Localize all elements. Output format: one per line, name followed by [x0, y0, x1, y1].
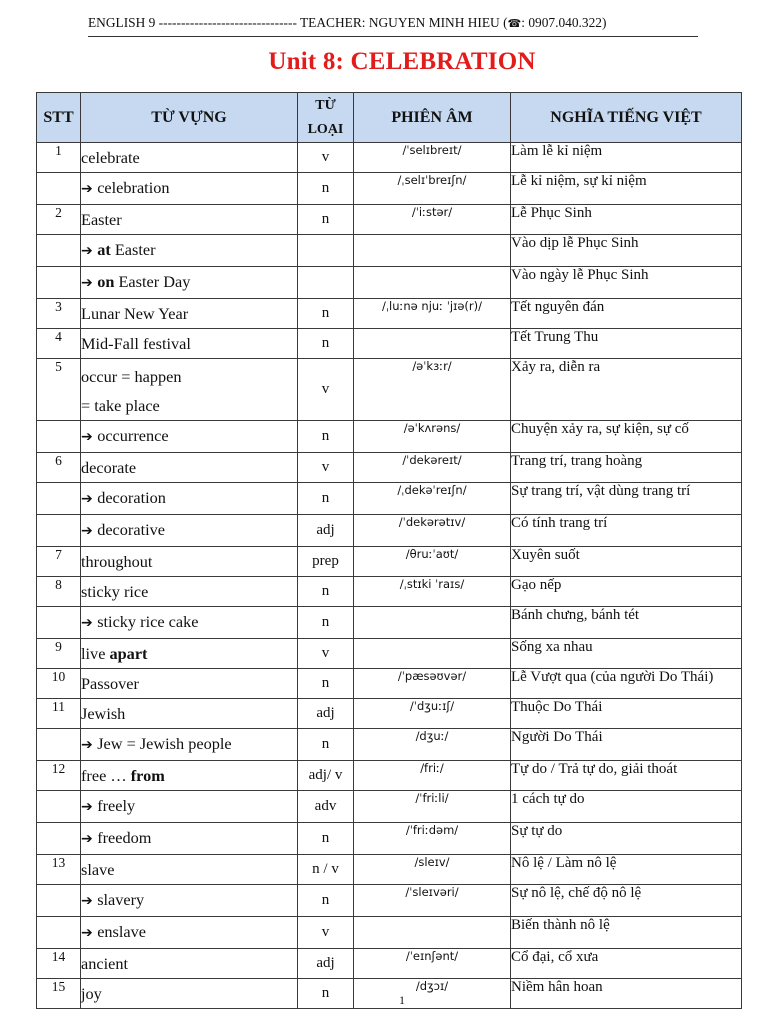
word-cell — [81, 515, 298, 547]
stt-cell — [37, 823, 81, 855]
table-row — [37, 885, 742, 917]
word-bold-text: on — [97, 272, 115, 291]
right-arrow-icon: ➔ — [81, 275, 98, 291]
stt-cell — [37, 515, 81, 547]
right-arrow-icon: ➔ — [81, 523, 98, 539]
right-arrow-icon: ➔ — [81, 925, 98, 941]
word-line-2: = take place — [81, 396, 160, 415]
word-cell — [81, 855, 298, 885]
part-of-speech-cell: adj — [298, 699, 354, 729]
meaning-cell: Thuộc Do Thái — [511, 699, 742, 729]
word-text: throughout — [81, 552, 153, 571]
meaning-cell: Xuyên suốt — [511, 547, 742, 577]
word-cell — [81, 885, 298, 917]
page-header — [88, 15, 698, 37]
stt-cell: 14 — [37, 949, 81, 979]
word-text: celebration — [97, 178, 170, 197]
meaning-cell: Cổ đại, cổ xưa — [511, 949, 742, 979]
word-text: occur = happen — [81, 367, 182, 386]
part-of-speech-cell: n — [298, 483, 354, 515]
meaning-cell: Có tính trang trí — [511, 515, 742, 547]
part-of-speech-cell: n — [298, 329, 354, 359]
word-text: Passover — [81, 674, 139, 693]
right-arrow-icon: ➔ — [81, 615, 98, 631]
stt-cell: 5 — [37, 359, 81, 421]
stt-cell — [37, 483, 81, 515]
meaning-cell: Nô lệ / Làm nô lệ — [511, 855, 742, 885]
part-of-speech-cell: v — [298, 143, 354, 173]
word-line — [81, 639, 297, 668]
part-of-speech-cell: adj — [298, 515, 354, 547]
part-of-speech-cell: n — [298, 421, 354, 453]
word-line — [81, 299, 297, 328]
part-of-speech-cell: n — [298, 205, 354, 235]
phonetic-cell: /θruːˈaʊt/ — [354, 547, 511, 577]
phonetic-cell — [354, 235, 511, 267]
meaning-cell: Chuyện xảy ra, sự kiện, sự cố — [511, 421, 742, 453]
stt-cell: 4 — [37, 329, 81, 359]
word-text: live — [81, 644, 110, 663]
phone-icon: ☎ — [507, 17, 522, 30]
part-of-speech-cell: adj — [298, 949, 354, 979]
table-row — [37, 143, 742, 173]
part-of-speech-cell: n — [298, 607, 354, 639]
phonetic-cell: /dʒɔɪ/ — [354, 979, 511, 1009]
meaning-cell: Tết nguyên đán — [511, 299, 742, 329]
meaning-cell: Trang trí, trang hoàng — [511, 453, 742, 483]
part-of-speech-cell: v — [298, 453, 354, 483]
right-arrow-icon: ➔ — [81, 799, 98, 815]
word-cell — [81, 205, 298, 235]
word-line — [81, 699, 297, 728]
word-line — [81, 329, 297, 358]
table-row — [37, 729, 742, 761]
part-of-speech-cell — [298, 235, 354, 267]
table-row — [37, 917, 742, 949]
word-line — [81, 885, 297, 916]
phonetic-cell: /ˈfriːdəm/ — [354, 823, 511, 855]
word-cell — [81, 359, 298, 421]
table-row — [37, 329, 742, 359]
word-cell — [81, 329, 298, 359]
phonetic-cell: /ˈdekəreɪt/ — [354, 453, 511, 483]
meaning-cell: Sự trang trí, vật dùng trang trí — [511, 483, 742, 515]
meaning-cell: Lễ Vượt qua (của người Do Thái) — [511, 669, 742, 699]
word-text: occurrence — [97, 426, 169, 445]
word-text: decoration — [97, 488, 166, 507]
right-arrow-icon: ➔ — [81, 737, 98, 753]
phonetic-cell: /ˌstɪki ˈraɪs/ — [354, 577, 511, 607]
word-line — [81, 855, 297, 884]
word-cell — [81, 173, 298, 205]
word-text: ancient — [81, 954, 129, 973]
meaning-cell: 1 cách tự do — [511, 791, 742, 823]
word-text: Jewish — [81, 704, 126, 723]
phonetic-cell — [354, 329, 511, 359]
word-cell — [81, 547, 298, 577]
word-cell — [81, 917, 298, 949]
right-arrow-icon: ➔ — [81, 831, 98, 847]
word-bold-text: at — [97, 240, 111, 259]
word-line — [81, 949, 297, 978]
stt-cell — [37, 607, 81, 639]
meaning-cell: Gạo nếp — [511, 577, 742, 607]
part-of-speech-cell: v — [298, 639, 354, 669]
table-row — [37, 791, 742, 823]
table-row — [37, 453, 742, 483]
stt-cell — [37, 267, 81, 299]
phonetic-cell: /ˈdekərətɪv/ — [354, 515, 511, 547]
word-text: enslave — [97, 922, 147, 941]
part-of-speech-cell: adj/ v — [298, 761, 354, 791]
vocabulary-table — [36, 92, 742, 1009]
table-row — [37, 639, 742, 669]
phonetic-cell: /ˈsleɪvəri/ — [354, 885, 511, 917]
word-cell — [81, 267, 298, 299]
word-line — [81, 761, 297, 790]
stt-cell — [37, 791, 81, 823]
phonetic-cell: /ˈpæsəʊvər/ — [354, 669, 511, 699]
meaning-cell: Vào ngày lễ Phục Sinh — [511, 267, 742, 299]
stt-cell: 15 — [37, 979, 81, 1009]
meaning-cell: Vào dịp lễ Phục Sinh — [511, 235, 742, 267]
word-cell — [81, 483, 298, 515]
word-line — [81, 577, 297, 606]
table-row — [37, 699, 742, 729]
word-cell — [81, 453, 298, 483]
stt-cell: 13 — [37, 855, 81, 885]
stt-cell — [37, 885, 81, 917]
word-line — [81, 421, 297, 452]
table-row — [37, 267, 742, 299]
part-of-speech-cell: n — [298, 823, 354, 855]
phonetic-cell: /friː/ — [354, 761, 511, 791]
table-row — [37, 669, 742, 699]
word-text: sticky rice — [81, 582, 149, 601]
word-line — [81, 362, 297, 391]
word-line — [81, 917, 297, 948]
part-of-speech-cell: n — [298, 885, 354, 917]
part-of-speech-cell: v — [298, 917, 354, 949]
word-cell — [81, 823, 298, 855]
phonetic-cell — [354, 917, 511, 949]
meaning-cell: Xảy ra, diễn ra — [511, 359, 742, 421]
stt-cell: 10 — [37, 669, 81, 699]
meaning-cell: Tết Trung Thu — [511, 329, 742, 359]
word-line — [81, 235, 297, 266]
header-pos-line2: LOẠI — [307, 121, 344, 137]
meaning-cell: Tự do / Trả tự do, giải thoát — [511, 761, 742, 791]
word-text: Jew = Jewish people — [97, 734, 232, 753]
right-arrow-icon: ➔ — [81, 491, 98, 507]
meaning-cell: Sống xa nhau — [511, 639, 742, 669]
table-row — [37, 577, 742, 607]
word-text: celebrate — [81, 148, 140, 167]
word-line — [81, 729, 297, 760]
part-of-speech-cell: v — [298, 359, 354, 421]
meaning-cell: Biến thành nô lệ — [511, 917, 742, 949]
part-of-speech-cell: n — [298, 173, 354, 205]
stt-cell: 7 — [37, 547, 81, 577]
word-text: free … — [81, 766, 131, 785]
word-cell — [81, 639, 298, 669]
right-arrow-icon: ➔ — [81, 243, 98, 259]
part-of-speech-cell: prep — [298, 547, 354, 577]
part-of-speech-cell: n / v — [298, 855, 354, 885]
stt-cell: 2 — [37, 205, 81, 235]
word-cell — [81, 577, 298, 607]
stt-cell: 11 — [37, 699, 81, 729]
stt-cell — [37, 421, 81, 453]
stt-cell — [37, 729, 81, 761]
table-row — [37, 761, 742, 791]
table-row — [37, 607, 742, 639]
table-row — [37, 855, 742, 885]
word-line — [81, 205, 297, 234]
header-left-text: ENGLISH 9 ------------------------------- TEACHER: NGUYEN MINH HIEU ( — [88, 15, 508, 30]
word-line — [81, 453, 297, 482]
word-cell — [81, 949, 298, 979]
meaning-cell: Lễ Phục Sinh — [511, 205, 742, 235]
table-row — [37, 299, 742, 329]
meaning-cell: Sự tự do — [511, 823, 742, 855]
table-row — [37, 205, 742, 235]
word-cell — [81, 699, 298, 729]
page-title: Unit 8: CELEBRATION — [268, 48, 536, 75]
word-cell — [81, 143, 298, 173]
phonetic-cell: /ˈiːstər/ — [354, 205, 511, 235]
header-ipa: PHIÊN ÂM — [354, 93, 511, 143]
stt-cell — [37, 917, 81, 949]
word-cell — [81, 607, 298, 639]
table-header-row — [37, 93, 742, 143]
table-row — [37, 421, 742, 453]
word-cell — [81, 791, 298, 823]
phonetic-cell: /ˈdʒuːɪʃ/ — [354, 699, 511, 729]
table-row — [37, 515, 742, 547]
word-text: sticky rice cake — [97, 612, 199, 631]
word-line — [81, 669, 297, 698]
header-pos — [298, 93, 354, 143]
table-row — [37, 949, 742, 979]
word-line — [81, 267, 297, 298]
meaning-cell: Sự nô lệ, chế độ nô lệ — [511, 885, 742, 917]
part-of-speech-cell: n — [298, 299, 354, 329]
word-cell — [81, 299, 298, 329]
meaning-cell: Bánh chưng, bánh tét — [511, 607, 742, 639]
vocabulary-table-body — [37, 143, 742, 1009]
part-of-speech-cell: n — [298, 669, 354, 699]
phonetic-cell: /ˌselɪˈbreɪʃn/ — [354, 173, 511, 205]
right-arrow-icon: ➔ — [81, 181, 98, 197]
word-line — [81, 791, 297, 822]
word-text: decorative — [97, 520, 165, 539]
word-text: Lunar New Year — [81, 304, 189, 323]
phonetic-cell: /ˈfriːli/ — [354, 791, 511, 823]
word-text: slave — [81, 860, 115, 879]
table-row — [37, 483, 742, 515]
word-cell — [81, 421, 298, 453]
phonetic-cell — [354, 607, 511, 639]
phonetic-cell: /sleɪv/ — [354, 855, 511, 885]
right-arrow-icon: ➔ — [81, 429, 98, 445]
header-stt: STT — [37, 93, 81, 143]
stt-cell: 1 — [37, 143, 81, 173]
part-of-speech-cell: adv — [298, 791, 354, 823]
page-number: 1 — [399, 993, 405, 1007]
word-line — [81, 607, 297, 638]
stt-cell: 9 — [37, 639, 81, 669]
part-of-speech-cell — [298, 267, 354, 299]
word-cell — [81, 729, 298, 761]
table-row — [37, 173, 742, 205]
phonetic-cell: /dʒuː/ — [354, 729, 511, 761]
table-row — [37, 547, 742, 577]
word-line — [81, 515, 297, 546]
phonetic-cell: /əˈkʌrəns/ — [354, 421, 511, 453]
phonetic-cell: /ˈeɪnʃənt/ — [354, 949, 511, 979]
stt-cell: 3 — [37, 299, 81, 329]
stt-cell: 6 — [37, 453, 81, 483]
stt-cell — [37, 173, 81, 205]
word-bold-text: from — [130, 766, 165, 785]
word-line — [81, 143, 297, 172]
word-text: slavery — [97, 890, 145, 909]
word-text: freely — [97, 796, 136, 815]
meaning-cell: Lễ kỉ niệm, sự kỉ niệm — [511, 173, 742, 205]
word-text: Easter — [81, 210, 122, 229]
word-line — [81, 823, 297, 854]
word-cell — [81, 235, 298, 267]
word-line — [81, 483, 297, 514]
stt-cell — [37, 235, 81, 267]
header-right-text: : 0907.040.322) — [521, 15, 607, 30]
phonetic-cell: /ˌdekəˈreɪʃn/ — [354, 483, 511, 515]
meaning-cell: Người Do Thái — [511, 729, 742, 761]
word-bold-text: apart — [109, 644, 148, 663]
word-cell — [81, 669, 298, 699]
word-line — [81, 173, 297, 204]
phonetic-cell: /əˈkɜːr/ — [354, 359, 511, 421]
word-text: decorate — [81, 458, 137, 477]
part-of-speech-cell: n — [298, 729, 354, 761]
stt-cell: 12 — [37, 761, 81, 791]
part-of-speech-cell: n — [298, 979, 354, 1009]
table-row — [37, 823, 742, 855]
right-arrow-icon: ➔ — [81, 893, 98, 909]
part-of-speech-cell: n — [298, 577, 354, 607]
phonetic-cell — [354, 267, 511, 299]
phonetic-cell — [354, 639, 511, 669]
phonetic-cell: /ˌluːnə njuː ˈjɪə(r)/ — [354, 299, 511, 329]
meaning-cell: Làm lễ kỉ niệm — [511, 143, 742, 173]
phonetic-cell: /ˈselɪbreɪt/ — [354, 143, 511, 173]
word-text-after: Easter — [110, 240, 156, 259]
table-row — [37, 359, 742, 421]
word-line — [81, 547, 297, 576]
header-pos-line1: TỪ — [315, 97, 336, 113]
header-word: TỪ VỰNG — [81, 93, 298, 143]
header-meaning: NGHĨA TIẾNG VIỆT — [511, 93, 742, 143]
word-cell — [81, 761, 298, 791]
word-text-after: Easter Day — [114, 272, 191, 291]
word-text: Mid-Fall festival — [81, 334, 191, 353]
meaning-cell: Niềm hân hoan — [511, 979, 742, 1009]
word-text: joy — [81, 984, 102, 1003]
stt-cell: 8 — [37, 577, 81, 607]
table-row — [37, 235, 742, 267]
word-text: freedom — [97, 828, 152, 847]
